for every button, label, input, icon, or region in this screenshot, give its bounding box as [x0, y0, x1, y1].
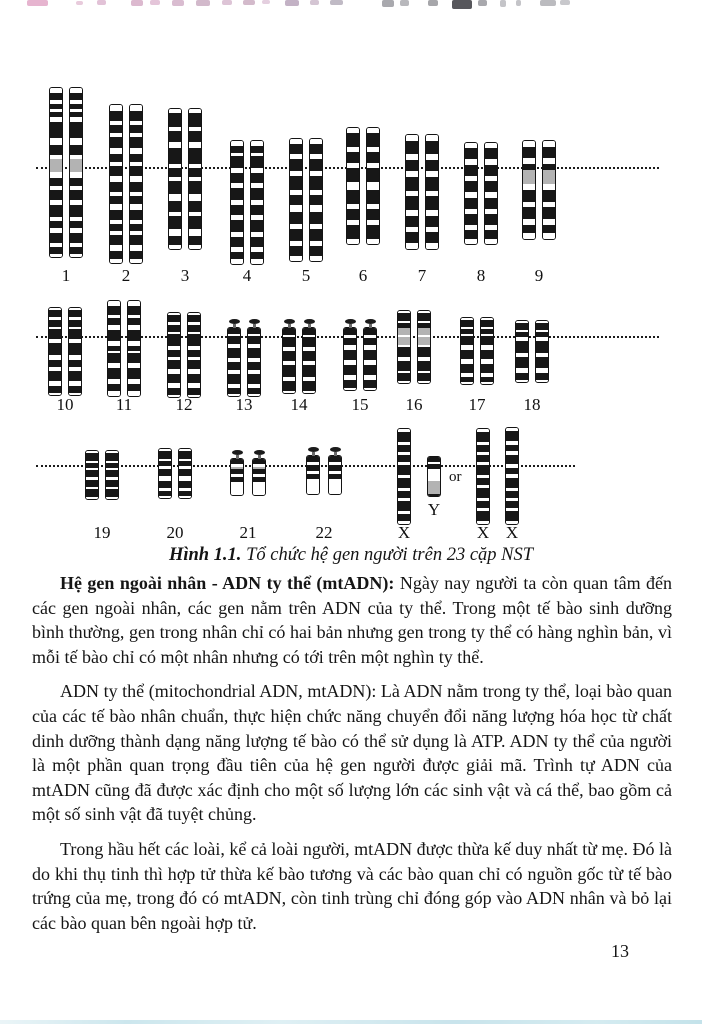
scan-artifact — [196, 0, 210, 6]
chromosome-label-12: 12 — [175, 395, 193, 414]
satellite-stalk — [308, 324, 311, 328]
satellite-stalk — [253, 324, 256, 328]
figure-caption-title: Tổ chức hệ gen người trên 23 cặp NST — [246, 545, 534, 565]
chromosome-Y — [427, 456, 441, 497]
or-label: or — [449, 469, 462, 485]
satellite-stalk — [312, 452, 315, 456]
satellite-stalk — [236, 455, 239, 459]
scan-artifact — [560, 0, 570, 5]
chromosome-11 — [127, 300, 141, 397]
chromosome-21 — [230, 458, 244, 496]
chromosome-5 — [309, 138, 323, 262]
chromosome-13 — [227, 327, 241, 397]
chromosome-label-Y: Y — [427, 500, 441, 519]
chromosome-13 — [247, 327, 261, 397]
chromosome-12 — [167, 312, 181, 398]
chromosome-label-11: 11 — [115, 395, 133, 414]
satellite-stalk — [288, 324, 291, 328]
chromosome-7 — [425, 134, 439, 250]
chromosome-2 — [109, 104, 123, 264]
chromosome-16 — [417, 310, 431, 384]
satellite-stalk — [369, 324, 372, 328]
chromosome-14 — [282, 327, 296, 394]
chromosome-21 — [252, 458, 266, 496]
chromosome-label-9: 9 — [534, 266, 544, 285]
chromosome-label-4: 4 — [242, 266, 252, 285]
satellite-stalk — [334, 452, 337, 456]
chromosome-label-X: X — [476, 523, 490, 542]
chromosome-label-17: 17 — [468, 395, 486, 414]
scan-artifact — [330, 0, 343, 5]
paragraph-mtdna-definition: ADN ty thể (mitochondrial ADN, mtADN): Là ADN nằm trong ty thể, loại bào quan của các tế bào nhân chuẩn, thực hiện chức năng chuyển đổi năng lượng hóa học từ chất dinh dưỡng thành dạng năng lượng tế bào có thể sử dụng là ATP. ADN ty thể của người là một phần quan trọng đầu tiên của hệ gen người được giải mã. Trình tự ADN của mtADN cũng đã được xác định cho một số lượng lớn các sinh vật và cá thể, bao gồm cả một số sinh vật đã tuyệt chủng. — [32, 681, 672, 825]
scan-artifact — [500, 0, 506, 7]
chromosome-16 — [397, 310, 411, 384]
scan-artifact — [131, 0, 143, 6]
chromosome-3 — [168, 108, 182, 250]
scan-artifact — [76, 1, 83, 5]
chromosome-5 — [289, 138, 303, 262]
chromosome-label-19: 19 — [93, 523, 111, 542]
chromosome-3 — [188, 108, 202, 250]
chromosome-1 — [69, 87, 83, 258]
paragraph-mtdna-inheritance: Trong hầu hết các loài, kể cả loài người, mtADN được thừa kế duy nhất từ mẹ. Đó là do khi thụ tinh thì hợp tử thừa kế bào tương và các bào quan chỉ có nguồn gốc từ tế bào trứng của mẹ, trong đó có mtADN, còn tinh trùng chỉ đóng góp vào ADN nhân và bỏ lại các bào quan bên ngoài hợp tử. — [32, 838, 672, 933]
chromosome-label-1: 1 — [61, 266, 71, 285]
scan-artifact — [382, 0, 394, 7]
chromosome-10 — [68, 307, 82, 396]
chromosome-8 — [464, 142, 478, 245]
chromosome-18 — [515, 320, 529, 383]
scan-artifact — [150, 0, 160, 5]
figure-caption — [0, 545, 702, 566]
chromosome-6 — [366, 127, 380, 245]
page-number: 13 — [611, 941, 629, 961]
chromosome-label-3: 3 — [180, 266, 190, 285]
satellite-stalk — [233, 324, 236, 328]
chromosome-22 — [306, 455, 320, 495]
chromosome-X — [476, 428, 490, 525]
figure-caption-number: Hình 1.1. — [168, 545, 242, 565]
chromosome-label-18: 18 — [523, 395, 541, 414]
scan-artifact — [400, 0, 409, 6]
paragraph-lead-bold: Hệ gen ngoài nhân - ADN ty thể (mtADN): — [60, 573, 395, 593]
chromosome-17 — [480, 317, 494, 385]
scan-artifact — [243, 0, 255, 5]
chromosome-1 — [49, 87, 63, 258]
scan-artifact — [540, 0, 556, 6]
chromosome-label-10: 10 — [56, 395, 74, 414]
chromosome-20 — [178, 448, 192, 499]
chromosome-19 — [85, 450, 99, 500]
chromosome-11 — [107, 300, 121, 397]
chromosome-20 — [158, 448, 172, 499]
chromosome-label-13: 13 — [235, 395, 253, 414]
chromosome-4 — [230, 140, 244, 265]
paragraph-lead-rest: Ngày nay người ta còn quan tâm đến các gen ngoài nhân, các gen nằm trên ADN của ty thể. Trong một tế bào sinh dưỡng bình thường, gen trong nhân chỉ có hai bản nhưng gen trong ty thể có hàng nghìn bản, vì mỗi tế bào chỉ có một nhân nhưng có tới trên một nghìn ty thể. — [32, 573, 673, 667]
chromosome-12 — [187, 312, 201, 398]
chromosome-label-6: 6 — [358, 266, 368, 285]
chromosome-15 — [363, 327, 377, 391]
chromosome-9 — [522, 140, 536, 240]
chromosome-15 — [343, 327, 357, 391]
paragraph-mtdna-intro — [32, 571, 672, 669]
chromosome-2 — [129, 104, 143, 264]
chromosome-label-2: 2 — [121, 266, 131, 285]
scan-artifact — [285, 0, 299, 6]
chromosome-X — [397, 428, 411, 525]
chromosome-10 — [48, 307, 62, 396]
scan-artifact — [222, 0, 232, 5]
chromosome-label-5: 5 — [301, 266, 311, 285]
chromosome-4 — [250, 140, 264, 265]
scan-bottom-edge — [0, 1020, 702, 1024]
chromosome-X — [505, 427, 519, 525]
chromosome-label-7: 7 — [417, 266, 427, 285]
chromosome-label-X: X — [505, 523, 519, 542]
chromosome-label-20: 20 — [166, 523, 184, 542]
chromosome-6 — [346, 127, 360, 245]
scan-artifact — [452, 0, 472, 9]
scan-artifact — [310, 0, 319, 5]
chromosome-22 — [328, 455, 342, 495]
chromosome-7 — [405, 134, 419, 250]
chromosome-label-16: 16 — [405, 395, 423, 414]
chromosome-label-21: 21 — [239, 523, 257, 542]
chromosome-19 — [105, 450, 119, 500]
scan-artifact — [262, 0, 270, 4]
chromosome-8 — [484, 142, 498, 245]
chromosome-label-22: 22 — [315, 523, 333, 542]
satellite-stalk — [258, 455, 261, 459]
scan-artifact — [97, 0, 106, 5]
chromosome-label-14: 14 — [290, 395, 308, 414]
body-text — [32, 571, 672, 945]
chromosome-14 — [302, 327, 316, 394]
chromosome-label-15: 15 — [351, 395, 369, 414]
chromosome-17 — [460, 317, 474, 385]
scan-artifact — [516, 0, 521, 6]
scan-artifact — [428, 0, 438, 6]
chromosome-label-8: 8 — [476, 266, 486, 285]
scan-artifact — [478, 0, 487, 6]
chromosome-9 — [542, 140, 556, 240]
chromosome-18 — [535, 320, 549, 383]
scan-artifact — [27, 0, 48, 6]
scan-artifact — [172, 0, 184, 6]
chromosome-label-X: X — [397, 523, 411, 542]
satellite-stalk — [349, 324, 352, 328]
